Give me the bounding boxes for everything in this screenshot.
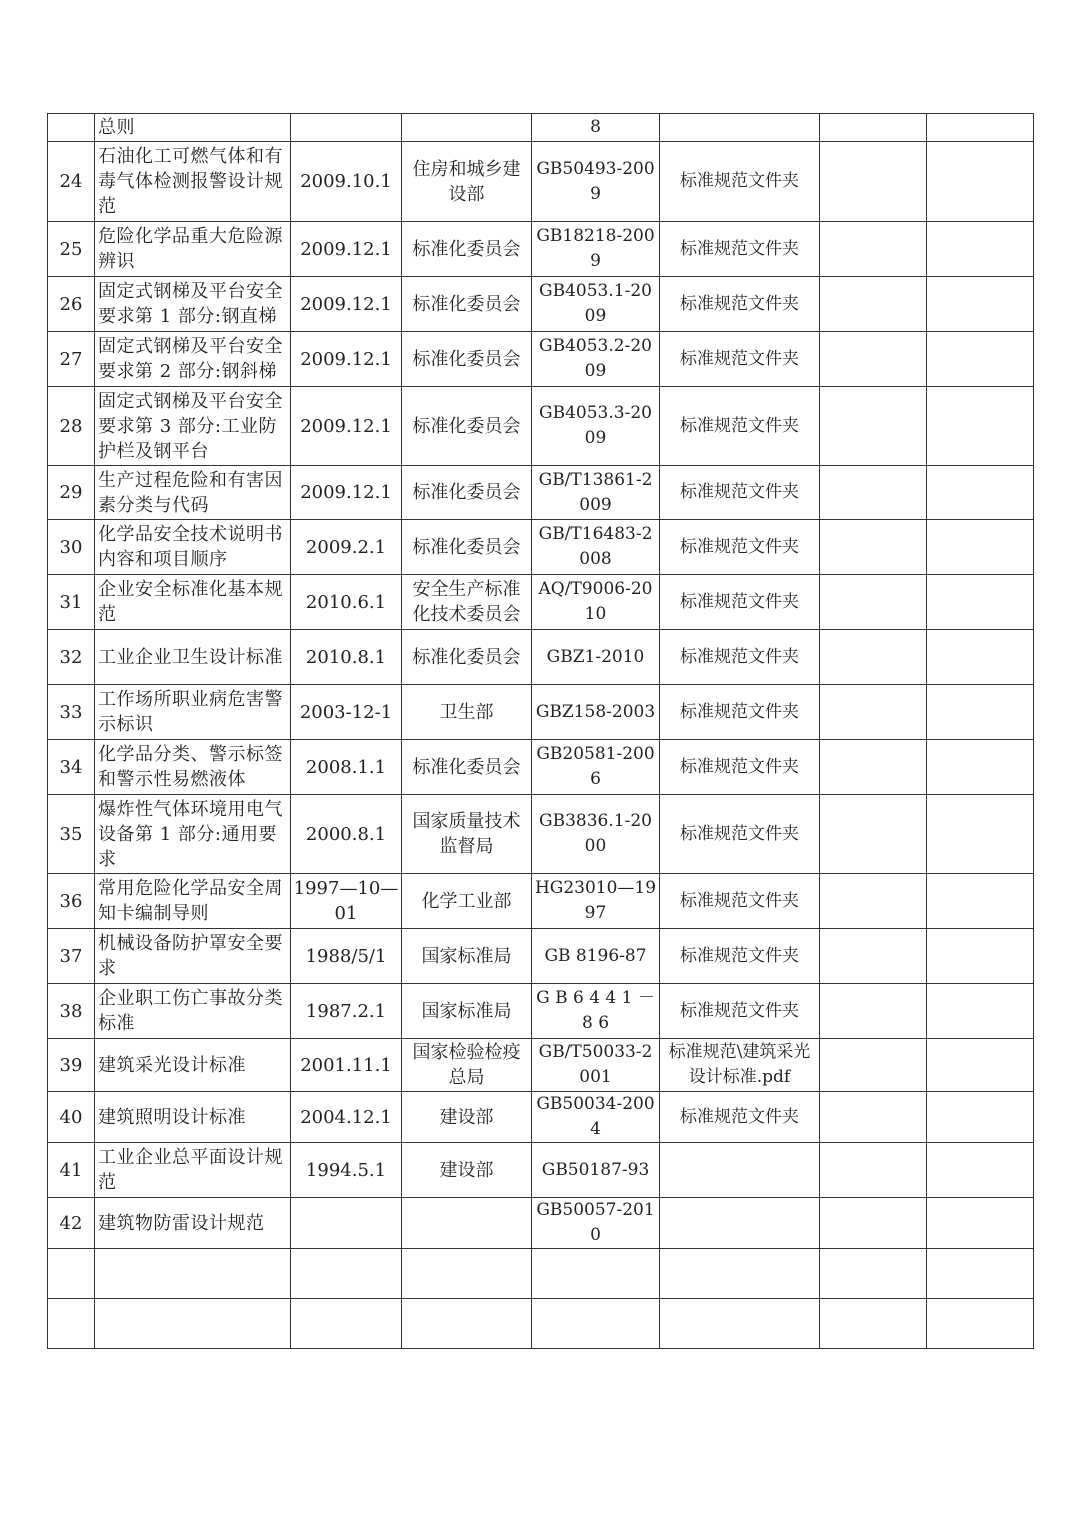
table-row bbox=[48, 142, 1034, 222]
standard-name bbox=[95, 1299, 291, 1349]
issuing-department bbox=[402, 114, 532, 142]
blank-cell bbox=[820, 1092, 927, 1143]
blank-cell bbox=[927, 795, 1034, 874]
effective-date: 1994.5.1 bbox=[291, 1143, 402, 1198]
table-row bbox=[48, 685, 1034, 740]
blank-cell bbox=[927, 520, 1034, 575]
effective-date: 2009.12.1 bbox=[291, 466, 402, 520]
standard-code: GB50187-93 bbox=[532, 1143, 660, 1198]
standard-code: GB20581-2006 bbox=[532, 740, 660, 795]
issuing-department: 住房和城乡建设部 bbox=[402, 142, 532, 222]
row-number: 26 bbox=[48, 277, 95, 332]
file-location: 标准规范文件夹 bbox=[660, 466, 820, 520]
standard-name: 总则 bbox=[95, 114, 291, 142]
blank-cell bbox=[820, 114, 927, 142]
effective-date: 1987.2.1 bbox=[291, 984, 402, 1039]
table-row bbox=[48, 984, 1034, 1039]
blank-cell bbox=[820, 685, 927, 740]
blank-cell bbox=[820, 984, 927, 1039]
row-number: 34 bbox=[48, 740, 95, 795]
blank-cell bbox=[820, 630, 927, 685]
standard-name: 建筑照明设计标准 bbox=[95, 1092, 291, 1143]
file-location bbox=[660, 114, 820, 142]
standard-name: 建筑物防雷设计规范 bbox=[95, 1198, 291, 1249]
standard-name: 建筑采光设计标准 bbox=[95, 1039, 291, 1092]
standard-name: 固定式钢梯及平台安全要求第 3 部分:工业防护栏及钢平台 bbox=[95, 387, 291, 466]
blank-cell bbox=[927, 685, 1034, 740]
blank-cell bbox=[820, 740, 927, 795]
blank-cell bbox=[927, 630, 1034, 685]
blank-cell bbox=[927, 1249, 1034, 1299]
row-number: 36 bbox=[48, 874, 95, 929]
blank-cell bbox=[927, 222, 1034, 277]
blank-cell bbox=[927, 114, 1034, 142]
file-location: 标准规范文件夹 bbox=[660, 332, 820, 387]
effective-date bbox=[291, 114, 402, 142]
blank-cell bbox=[820, 1249, 927, 1299]
table-row bbox=[48, 520, 1034, 575]
blank-cell bbox=[820, 1039, 927, 1092]
issuing-department: 国家检验检疫总局 bbox=[402, 1039, 532, 1092]
blank-cell bbox=[820, 142, 927, 222]
standard-code: GB18218-2009 bbox=[532, 222, 660, 277]
standard-code: GB50057-2010 bbox=[532, 1198, 660, 1249]
standard-code: GB/T13861-2009 bbox=[532, 466, 660, 520]
row-number: 30 bbox=[48, 520, 95, 575]
row-number: 41 bbox=[48, 1143, 95, 1198]
blank-cell bbox=[927, 740, 1034, 795]
file-location: 标准规范文件夹 bbox=[660, 929, 820, 984]
effective-date bbox=[291, 1198, 402, 1249]
issuing-department: 建设部 bbox=[402, 1092, 532, 1143]
blank-cell bbox=[820, 332, 927, 387]
file-location: 标准规范\建筑采光设计标准.pdf bbox=[660, 1039, 820, 1092]
issuing-department: 建设部 bbox=[402, 1143, 532, 1198]
row-number: 28 bbox=[48, 387, 95, 466]
issuing-department: 安全生产标准化技术委员会 bbox=[402, 575, 532, 630]
issuing-department: 国家标准局 bbox=[402, 929, 532, 984]
table-body bbox=[48, 114, 1034, 1349]
table-row bbox=[48, 874, 1034, 929]
blank-cell bbox=[927, 142, 1034, 222]
standard-code: GB/T16483-2008 bbox=[532, 520, 660, 575]
table-row bbox=[48, 929, 1034, 984]
standard-name: 生产过程危险和有害因素分类与代码 bbox=[95, 466, 291, 520]
effective-date: 2009.2.1 bbox=[291, 520, 402, 575]
row-number: 32 bbox=[48, 630, 95, 685]
table-row bbox=[48, 1039, 1034, 1092]
table-row bbox=[48, 332, 1034, 387]
effective-date: 2010.8.1 bbox=[291, 630, 402, 685]
effective-date: 2009.12.1 bbox=[291, 332, 402, 387]
standard-code: GB3836.1-2000 bbox=[532, 795, 660, 874]
file-location: 标准规范文件夹 bbox=[660, 142, 820, 222]
effective-date: 2009.10.1 bbox=[291, 142, 402, 222]
issuing-department: 标准化委员会 bbox=[402, 222, 532, 277]
row-number: 24 bbox=[48, 142, 95, 222]
file-location: 标准规范文件夹 bbox=[660, 984, 820, 1039]
effective-date: 2000.8.1 bbox=[291, 795, 402, 874]
file-location: 标准规范文件夹 bbox=[660, 520, 820, 575]
standard-code bbox=[532, 1249, 660, 1299]
blank-cell bbox=[820, 929, 927, 984]
issuing-department: 标准化委员会 bbox=[402, 630, 532, 685]
blank-cell bbox=[927, 1092, 1034, 1143]
file-location: 标准规范文件夹 bbox=[660, 387, 820, 466]
row-number: 31 bbox=[48, 575, 95, 630]
standard-code: GBZ1-2010 bbox=[532, 630, 660, 685]
blank-cell bbox=[820, 1198, 927, 1249]
blank-cell bbox=[927, 1143, 1034, 1198]
table-row bbox=[48, 387, 1034, 466]
issuing-department: 卫生部 bbox=[402, 685, 532, 740]
file-location: 标准规范文件夹 bbox=[660, 222, 820, 277]
effective-date: 2003-12-1 bbox=[291, 685, 402, 740]
file-location bbox=[660, 1249, 820, 1299]
row-number: 39 bbox=[48, 1039, 95, 1092]
standard-code: HG23010—1997 bbox=[532, 874, 660, 929]
file-location: 标准规范文件夹 bbox=[660, 795, 820, 874]
table-row bbox=[48, 1249, 1034, 1299]
effective-date: 1997—10—01 bbox=[291, 874, 402, 929]
file-location bbox=[660, 1143, 820, 1198]
standard-name: 工业企业总平面设计规范 bbox=[95, 1143, 291, 1198]
issuing-department: 标准化委员会 bbox=[402, 466, 532, 520]
standard-name: 化学品分类、警示标签和警示性易燃液体 bbox=[95, 740, 291, 795]
row-number: 33 bbox=[48, 685, 95, 740]
file-location: 标准规范文件夹 bbox=[660, 1092, 820, 1143]
blank-cell bbox=[820, 1143, 927, 1198]
file-location: 标准规范文件夹 bbox=[660, 277, 820, 332]
table-row bbox=[48, 277, 1034, 332]
standard-name: 常用危险化学品安全周知卡编制导则 bbox=[95, 874, 291, 929]
issuing-department: 标准化委员会 bbox=[402, 277, 532, 332]
table-row bbox=[48, 222, 1034, 277]
blank-cell bbox=[820, 795, 927, 874]
row-number bbox=[48, 1249, 95, 1299]
issuing-department: 国家标准局 bbox=[402, 984, 532, 1039]
issuing-department: 标准化委员会 bbox=[402, 520, 532, 575]
issuing-department: 国家质量技术监督局 bbox=[402, 795, 532, 874]
standard-code: GB4053.1-2009 bbox=[532, 277, 660, 332]
effective-date: 2010.6.1 bbox=[291, 575, 402, 630]
row-number: 35 bbox=[48, 795, 95, 874]
blank-cell bbox=[927, 277, 1034, 332]
effective-date bbox=[291, 1249, 402, 1299]
standard-code: AQ/T9006-2010 bbox=[532, 575, 660, 630]
issuing-department bbox=[402, 1198, 532, 1249]
blank-cell bbox=[820, 874, 927, 929]
blank-cell bbox=[927, 984, 1034, 1039]
file-location: 标准规范文件夹 bbox=[660, 685, 820, 740]
standard-code: GB4053.2-2009 bbox=[532, 332, 660, 387]
effective-date bbox=[291, 1299, 402, 1349]
row-number bbox=[48, 1299, 95, 1349]
blank-cell bbox=[927, 332, 1034, 387]
issuing-department: 标准化委员会 bbox=[402, 332, 532, 387]
table-row bbox=[48, 795, 1034, 874]
standard-code: GB50034-2004 bbox=[532, 1092, 660, 1143]
file-location: 标准规范文件夹 bbox=[660, 740, 820, 795]
row-number: 37 bbox=[48, 929, 95, 984]
effective-date: 2001.11.1 bbox=[291, 1039, 402, 1092]
blank-cell bbox=[927, 1299, 1034, 1349]
blank-cell bbox=[927, 929, 1034, 984]
standard-name: 机械设备防护罩安全要求 bbox=[95, 929, 291, 984]
blank-cell bbox=[820, 277, 927, 332]
table-row bbox=[48, 466, 1034, 520]
row-number: 29 bbox=[48, 466, 95, 520]
standard-code: G B 6 4 4 1 － 8 6 bbox=[532, 984, 660, 1039]
standard-code: 8 bbox=[532, 114, 660, 142]
row-number bbox=[48, 114, 95, 142]
effective-date: 2009.12.1 bbox=[291, 277, 402, 332]
blank-cell bbox=[820, 222, 927, 277]
row-number: 40 bbox=[48, 1092, 95, 1143]
blank-cell bbox=[927, 1039, 1034, 1092]
blank-cell bbox=[927, 874, 1034, 929]
table-row bbox=[48, 114, 1034, 142]
effective-date: 1988/5/1 bbox=[291, 929, 402, 984]
issuing-department: 化学工业部 bbox=[402, 874, 532, 929]
table-row bbox=[48, 1143, 1034, 1198]
standard-name: 爆炸性气体环境用电气设备第 1 部分:通用要求 bbox=[95, 795, 291, 874]
table-row bbox=[48, 630, 1034, 685]
file-location bbox=[660, 1299, 820, 1349]
standard-name: 企业安全标准化基本规范 bbox=[95, 575, 291, 630]
standard-name: 固定式钢梯及平台安全要求第 2 部分:钢斜梯 bbox=[95, 332, 291, 387]
blank-cell bbox=[820, 520, 927, 575]
standard-code bbox=[532, 1299, 660, 1349]
blank-cell bbox=[927, 387, 1034, 466]
standard-name: 工业企业卫生设计标准 bbox=[95, 630, 291, 685]
effective-date: 2004.12.1 bbox=[291, 1092, 402, 1143]
file-location bbox=[660, 1198, 820, 1249]
blank-cell bbox=[820, 466, 927, 520]
standard-code: GB4053.3-2009 bbox=[532, 387, 660, 466]
standard-name: 工作场所职业病危害警示标识 bbox=[95, 685, 291, 740]
standard-code: GBZ158-2003 bbox=[532, 685, 660, 740]
row-number: 25 bbox=[48, 222, 95, 277]
standard-name: 企业职工伤亡事故分类标准 bbox=[95, 984, 291, 1039]
standard-name bbox=[95, 1249, 291, 1299]
standard-name: 固定式钢梯及平台安全要求第 1 部分:钢直梯 bbox=[95, 277, 291, 332]
file-location: 标准规范文件夹 bbox=[660, 874, 820, 929]
issuing-department: 标准化委员会 bbox=[402, 387, 532, 466]
row-number: 27 bbox=[48, 332, 95, 387]
effective-date: 2009.12.1 bbox=[291, 387, 402, 466]
standards-register-table bbox=[47, 113, 1034, 1349]
table-row bbox=[48, 1092, 1034, 1143]
standard-name: 化学品安全技术说明书内容和项目顺序 bbox=[95, 520, 291, 575]
blank-cell bbox=[820, 575, 927, 630]
standard-code: GB/T50033-2001 bbox=[532, 1039, 660, 1092]
issuing-department: 标准化委员会 bbox=[402, 740, 532, 795]
blank-cell bbox=[927, 466, 1034, 520]
blank-cell bbox=[820, 387, 927, 466]
issuing-department bbox=[402, 1249, 532, 1299]
standard-code: GB 8196-87 bbox=[532, 929, 660, 984]
table-row bbox=[48, 575, 1034, 630]
row-number: 38 bbox=[48, 984, 95, 1039]
file-location: 标准规范文件夹 bbox=[660, 575, 820, 630]
standard-name: 石油化工可燃气体和有毒气体检测报警设计规范 bbox=[95, 142, 291, 222]
table-row bbox=[48, 740, 1034, 795]
table-row bbox=[48, 1198, 1034, 1249]
table-row bbox=[48, 1299, 1034, 1349]
blank-cell bbox=[927, 575, 1034, 630]
effective-date: 2009.12.1 bbox=[291, 222, 402, 277]
blank-cell bbox=[820, 1299, 927, 1349]
standard-code: GB50493-2009 bbox=[532, 142, 660, 222]
effective-date: 2008.1.1 bbox=[291, 740, 402, 795]
row-number: 42 bbox=[48, 1198, 95, 1249]
file-location: 标准规范文件夹 bbox=[660, 630, 820, 685]
blank-cell bbox=[927, 1198, 1034, 1249]
issuing-department bbox=[402, 1299, 532, 1349]
standard-name: 危险化学品重大危险源辨识 bbox=[95, 222, 291, 277]
